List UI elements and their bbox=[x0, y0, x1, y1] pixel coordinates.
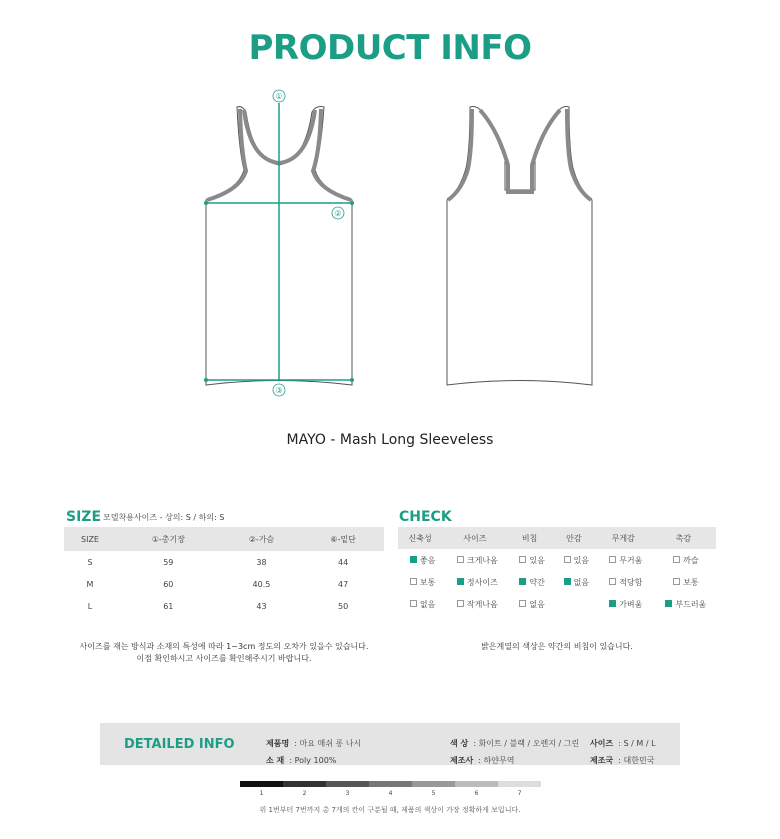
table-row bbox=[398, 549, 716, 571]
check-header: 무게감 bbox=[596, 527, 651, 549]
size-header: ①-총기장 bbox=[116, 527, 221, 551]
unchecked-box-icon bbox=[457, 600, 464, 607]
table-row bbox=[64, 573, 384, 595]
detail-value: : Poly 100% bbox=[289, 756, 337, 765]
detail-label: 색 상 bbox=[450, 739, 469, 748]
table-row bbox=[398, 571, 716, 593]
check-cell bbox=[552, 571, 596, 593]
detail-label: 제조사 bbox=[450, 756, 474, 765]
size-cell: M bbox=[86, 579, 94, 589]
color-swatch-number: 4 bbox=[388, 790, 393, 797]
unchecked-box-icon bbox=[410, 578, 417, 585]
check-header: 비침 bbox=[508, 527, 552, 549]
unchecked-box-icon bbox=[673, 556, 680, 563]
check-label: 작게나옴 bbox=[466, 599, 498, 609]
color-swatch bbox=[455, 781, 498, 787]
check-label: 약간 bbox=[529, 577, 545, 587]
checked-box-icon bbox=[665, 600, 672, 607]
color-scale-note: 위 1번부터 7번까지 총 7개의 칸이 구분될 때, 제품의 색상이 가장 정확하게 보입니다. bbox=[259, 806, 521, 814]
size-header: SIZE bbox=[64, 527, 116, 551]
color-swatch bbox=[369, 781, 412, 787]
detailed-info-title: DETAILED INFO bbox=[124, 737, 235, 752]
check-label: 가벼움 bbox=[619, 599, 643, 609]
size-cell: 50 bbox=[338, 601, 349, 611]
check-label: 부드러움 bbox=[675, 599, 707, 609]
check-cell bbox=[442, 593, 507, 615]
check-label: 보통 bbox=[419, 577, 436, 587]
check-label: 좋음 bbox=[419, 555, 436, 565]
check-cell bbox=[596, 571, 651, 593]
detail-value: : S / M / L bbox=[618, 739, 656, 748]
detail-origin bbox=[590, 748, 654, 767]
checked-box-icon bbox=[457, 578, 464, 585]
size-cell: 44 bbox=[338, 557, 349, 567]
unchecked-box-icon bbox=[519, 556, 526, 563]
checked-box-icon bbox=[519, 578, 526, 585]
check-cell bbox=[552, 549, 596, 571]
color-swatch bbox=[326, 781, 369, 787]
size-note-line: 이점 확인하시고 사이즈를 확인해주시기 바랍니다. bbox=[136, 654, 312, 663]
check-cell bbox=[398, 571, 442, 593]
color-swatch-number: 2 bbox=[302, 790, 307, 797]
check-label: 없음 bbox=[419, 599, 436, 609]
check-label: 적당함 bbox=[619, 577, 643, 587]
marker-3: ③ bbox=[275, 386, 283, 395]
size-cell: 43 bbox=[256, 601, 267, 611]
check-label: 있음 bbox=[573, 555, 590, 565]
size-table bbox=[64, 527, 384, 617]
check-cell bbox=[442, 571, 507, 593]
marker-1: ① bbox=[275, 92, 283, 101]
size-cell: L bbox=[87, 601, 93, 611]
check-cell bbox=[651, 593, 716, 615]
detail-label: 사이즈 bbox=[590, 739, 614, 748]
check-section-title: CHECK bbox=[399, 509, 452, 525]
check-label: 없음 bbox=[529, 599, 545, 609]
color-swatch bbox=[412, 781, 455, 787]
detail-value: : 하얀무역 bbox=[478, 756, 515, 765]
color-swatch-number: 5 bbox=[431, 790, 436, 797]
check-cell bbox=[651, 571, 716, 593]
table-row bbox=[64, 595, 384, 617]
size-cell: 59 bbox=[163, 557, 174, 567]
detail-label: 소 재 bbox=[266, 756, 285, 765]
color-swatch bbox=[498, 781, 541, 787]
size-cell: 61 bbox=[163, 601, 174, 611]
check-cell bbox=[651, 549, 716, 571]
unchecked-box-icon bbox=[457, 556, 464, 563]
color-swatch bbox=[283, 781, 326, 787]
unchecked-box-icon bbox=[609, 556, 616, 563]
color-swatch-number: 6 bbox=[474, 790, 479, 797]
color-swatch-number: 3 bbox=[345, 790, 350, 797]
detail-maker bbox=[450, 748, 514, 767]
unchecked-box-icon bbox=[673, 578, 680, 585]
color-swatch-number: 7 bbox=[517, 790, 522, 797]
size-cell: 47 bbox=[338, 579, 349, 589]
check-label: 없음 bbox=[573, 577, 590, 587]
checked-box-icon bbox=[609, 600, 616, 607]
check-label: 정사이즈 bbox=[466, 577, 498, 587]
size-cell: 60 bbox=[163, 579, 174, 589]
size-note-line: 사이즈를 재는 방식과 소재의 특성에 따라 1~3cm 정도의 오차가 있을수 있습니다. bbox=[79, 642, 369, 651]
size-section-title: SIZE bbox=[66, 509, 102, 525]
table-row bbox=[398, 593, 716, 615]
check-label: 까슬 bbox=[683, 555, 699, 565]
product-name: MAYO - Mash Long Sleeveless bbox=[286, 432, 494, 448]
check-label: 크게나옴 bbox=[466, 555, 498, 565]
page-title: PRODUCT INFO bbox=[248, 28, 532, 68]
check-header: 촉감 bbox=[651, 527, 716, 549]
checked-box-icon bbox=[564, 578, 571, 585]
size-cell: 38 bbox=[256, 557, 267, 567]
check-header: 신축성 bbox=[398, 527, 442, 549]
unchecked-box-icon bbox=[564, 556, 571, 563]
size-header: ⑥-밑단 bbox=[302, 527, 384, 551]
check-cell bbox=[596, 593, 651, 615]
check-cell bbox=[552, 593, 596, 615]
back-view bbox=[447, 107, 592, 385]
check-label: 보통 bbox=[683, 577, 699, 587]
color-swatch bbox=[240, 781, 283, 787]
table-row bbox=[64, 551, 384, 573]
check-cell bbox=[508, 571, 552, 593]
garment-diagram bbox=[0, 80, 780, 400]
detailed-info-bar bbox=[100, 723, 680, 765]
check-cell bbox=[508, 593, 552, 615]
size-cell: S bbox=[87, 557, 93, 567]
unchecked-box-icon bbox=[609, 578, 616, 585]
detail-material bbox=[266, 748, 336, 767]
check-header: 안감 bbox=[552, 527, 596, 549]
check-cell bbox=[596, 549, 651, 571]
checked-box-icon bbox=[410, 556, 417, 563]
check-header: 사이즈 bbox=[442, 527, 507, 549]
color-swatch-number: 1 bbox=[259, 790, 264, 797]
detail-value: : 화이트 / 블랙 / 오렌지 / 그린 bbox=[473, 739, 580, 748]
size-cell: 40.5 bbox=[252, 579, 271, 589]
check-cell bbox=[442, 549, 507, 571]
check-cell bbox=[398, 593, 442, 615]
check-cell bbox=[398, 549, 442, 571]
check-cell bbox=[508, 549, 552, 571]
unchecked-box-icon bbox=[410, 600, 417, 607]
size-header: ②-가슴 bbox=[221, 527, 303, 551]
model-size-info: 모델착용사이즈 - 상의: S / 하의: S bbox=[103, 513, 225, 522]
marker-2: ② bbox=[334, 209, 342, 218]
check-label: 있음 bbox=[529, 555, 545, 565]
detail-label: 제품명 bbox=[266, 739, 290, 748]
check-note: 밝은계열의 색상은 약간의 비침이 있습니다. bbox=[481, 642, 633, 651]
detail-value: : 마요 매쉬 롱 나시 bbox=[294, 739, 362, 748]
detail-label: 제조국 bbox=[590, 756, 614, 765]
unchecked-box-icon bbox=[519, 600, 526, 607]
size-note bbox=[64, 641, 384, 665]
check-table bbox=[398, 527, 716, 615]
detail-value: : 대한민국 bbox=[618, 756, 655, 765]
check-label: 무거움 bbox=[619, 555, 643, 565]
